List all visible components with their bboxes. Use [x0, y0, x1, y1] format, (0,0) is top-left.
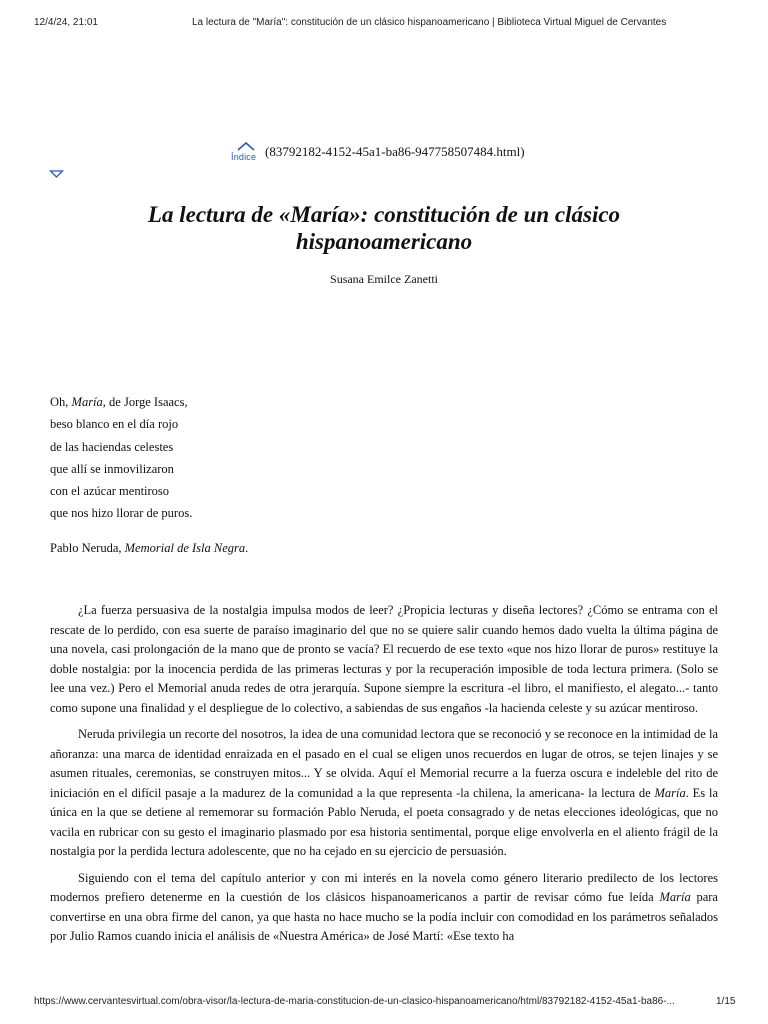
- article-title: La lectura de «María»: constitución de un clásico hispanoamericano: [147, 202, 621, 254]
- paragraph-text: . Es la única en la que se detiene al rememorar su formación Pablo Neruda, el poeta consagrado y de netas elecciones ideológicas, que no vacila en rubricar con su gesto el imaginario plasmado por esa historia sentimental, porque elige envolverla en el aliento frágil de la nostalgia por la perdida lectura adolescente, que no ha cejado en su ejercicio de persuasión.: [50, 785, 718, 858]
- index-icon[interactable]: [231, 140, 265, 164]
- paragraph: [50, 725, 718, 862]
- paragraph-text: Siguiendo con el tema del capítulo anterior y con mi interés en la novela como género literario predilecto de los lectores modernos prefiero detenerme en la cuestión de los clásicos hispanoamericanos a partir de revisar cómo fue leída: [50, 870, 718, 904]
- print-page-number: 1/15: [716, 996, 736, 1007]
- poem-line: beso blanco en el día rojo: [50, 417, 179, 432]
- novel-title: María: [71, 395, 103, 409]
- print-page-title: La lectura de "María": constitución de un clásico hispanoamericano | Biblioteca Virtual Miguel de Cervantes: [192, 17, 667, 28]
- index-link-text[interactable]: (83792182-4152-45a1-ba86-947758507484.html): [265, 144, 525, 159]
- epigraph-poem: [50, 391, 192, 525]
- print-datetime: 12/4/24, 21:01: [34, 17, 98, 28]
- print-header: [0, 17, 768, 31]
- novel-title: María: [659, 890, 691, 904]
- poem-line: que allí se inmovilizaron: [50, 461, 174, 476]
- paragraph-text: para convertirse en una obra firme del canon, ya que hasta no hace mucho se la podía incluir con comodidad en los parámetros señalados por Julio Ramos cuando inicia el análisis de «Nuestra América» de José Martí: «Ese texto ha: [50, 890, 718, 943]
- source-author: Pablo Neruda,: [50, 541, 125, 555]
- article-author: Susana Emilce Zanetti: [330, 272, 438, 286]
- print-url: https://www.cervantesvirtual.com/obra-visor/la-lectura-de-maria-constitucion-de-un-clasico-hispanoamericano/html/83792182-4152-45a1-ba86-...: [34, 996, 675, 1007]
- poem-line: de las haciendas celestes: [50, 439, 174, 454]
- article-body: [50, 601, 718, 954]
- source-title: Memorial de Isla Negra: [124, 541, 246, 555]
- poem-text: Oh,: [50, 395, 72, 409]
- poem-line: que nos hizo llorar de puros.: [50, 506, 193, 521]
- chevron-down-icon[interactable]: [49, 169, 64, 179]
- poem-text: , de Jorge Isaacs,: [102, 395, 188, 409]
- poem-line: [50, 391, 192, 413]
- paragraph-text: Neruda privilegia un recorte del nosotros, la idea de una comunidad lectora que se reconoció y se reconoce en la intimidad de la añoranza: una marca de identidad enraizada en el pasado en el cual se eligen unos recuerdos en lugar de otros, se tejen linajes y se asumen rituales, ceremonias, se construyen mitos... Y se olvida. Aquí el Memorial recurre a la fuerza oscura e indeleble del rito de iniciación en el difícil pasaje a la madurez de la comunidad a la que representa -la chilena, la americana- la lectura de: [50, 727, 718, 800]
- source-end: .: [245, 541, 249, 555]
- poem-line: con el azúcar mentiroso: [50, 484, 170, 499]
- novel-title: María: [654, 785, 686, 800]
- index-label: Índice: [231, 152, 257, 162]
- print-footer: [0, 996, 768, 1010]
- epigraph-source: [50, 541, 248, 556]
- up-arrow-icon: [235, 140, 257, 152]
- paragraph: [50, 869, 718, 947]
- paragraph: ¿La fuerza persuasiva de la nostalgia impulsa modos de leer? ¿Propicia lecturas y diseña lectores? ¿Cómo se entrama con el rescate de lo perdido, con esa suerte de paraíso imaginario del que no se quiere salir cuando hemos dado vuelta la última página de una novela, casi prolongación de la mano que de pronto se vacía? El recuerdo de ese texto «que nos hizo llorar de puros» restituye la doble nostalgia: por la inocencia perdida de las primeras lecturas y por la recuperación imposible de toda lectura primera. (Solo se lee una vez.) Pero el Memorial anuda redes de otra jerarquía. Supone siempre la escritura -el libro, el manifiesto, el alegato...- tanto como supone una finalidad y el despliegue de lo colectivo, a sabiendas de sus engaños -la hacienda celeste y su azúcar mentiroso.: [50, 603, 718, 715]
